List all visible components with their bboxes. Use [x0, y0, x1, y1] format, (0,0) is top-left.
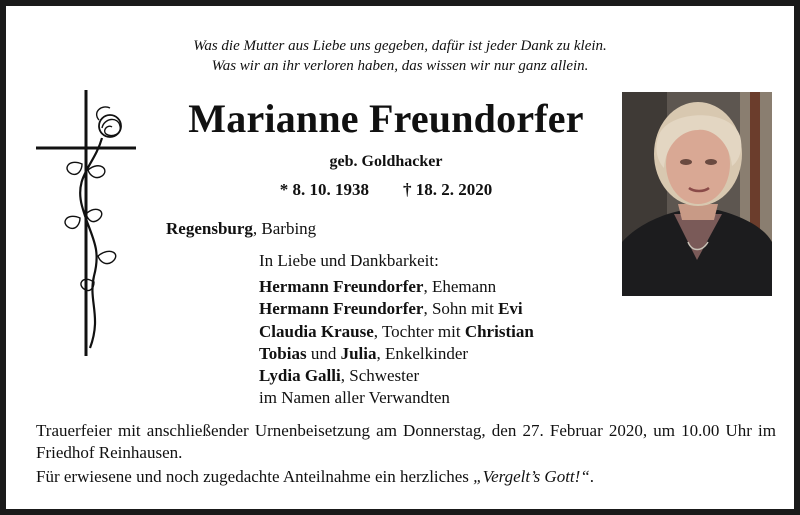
mourners-closing: im Namen aller Verwandten — [259, 388, 450, 408]
mourner-line — [259, 365, 534, 387]
thanks-quote: „Vergelt’s Gott!“ — [473, 467, 590, 486]
birth-date: * 8. 10. 1938 — [279, 180, 369, 199]
cross-with-rose-icon — [32, 86, 142, 361]
quote-line-1: Was die Mutter aus Liebe uns gegeben, dafür ist jeder Dank zu klein. — [193, 38, 607, 54]
mourner-name: Hermann Freundorfer — [259, 299, 424, 319]
mourner-name: Hermann Freundorfer — [259, 277, 424, 297]
portrait-photo — [622, 92, 772, 296]
life-dates — [166, 179, 606, 201]
mourner-line — [259, 276, 534, 298]
mourners-intro: In Liebe und Dankbarkeit: — [259, 251, 439, 270]
residence-rest: , Barbing — [252, 219, 317, 238]
mourner-line — [259, 343, 534, 365]
mourner-relation: , Enkelkinder — [376, 343, 469, 363]
mourner-name: Claudia Krause — [259, 321, 374, 341]
mourner-name: Lydia Galli — [259, 366, 341, 386]
death-date: † 18. 2. 2020 — [403, 180, 493, 199]
mourner-partner: Evi — [498, 299, 523, 319]
memorial-quote — [6, 36, 794, 76]
mourner-relation: , Schwester — [340, 366, 420, 386]
mourner-connector: und — [306, 343, 341, 363]
quote-line-2: Was wir an ihr verloren haben, das wissen wir nur ganz allein. — [211, 58, 589, 74]
mourners-list — [259, 250, 534, 409]
mourner-relation: , Ehemann — [423, 277, 497, 297]
footer-text — [36, 420, 776, 488]
mourner-line — [259, 298, 534, 320]
mourner-partner: Julia — [340, 343, 377, 363]
mourner-name: Tobias — [259, 343, 307, 363]
mourner-relation: , Sohn mit — [423, 299, 499, 319]
mourner-relation: , Tochter mit — [373, 321, 465, 341]
thanks-prefix: Für erwiesene und noch zugedachte Anteilnahme ein herzliches — [36, 467, 474, 486]
thanks-line — [36, 466, 776, 488]
thanks-suffix: . — [589, 467, 595, 486]
service-info: Trauerfeier mit anschließender Urnenbeisetzung am Donnerstag, den 27. Februar 2020, um 10.00 Uhr im Friedhof Reinhausen. — [36, 421, 776, 462]
residence — [166, 218, 316, 240]
residence-city: Regensburg — [166, 219, 253, 238]
mourner-partner: Christian — [464, 321, 534, 341]
mourner-line — [259, 321, 534, 343]
maiden-name: geb. Goldhacker — [329, 153, 443, 170]
deceased-name: Marianne Freundorfer — [188, 96, 584, 141]
